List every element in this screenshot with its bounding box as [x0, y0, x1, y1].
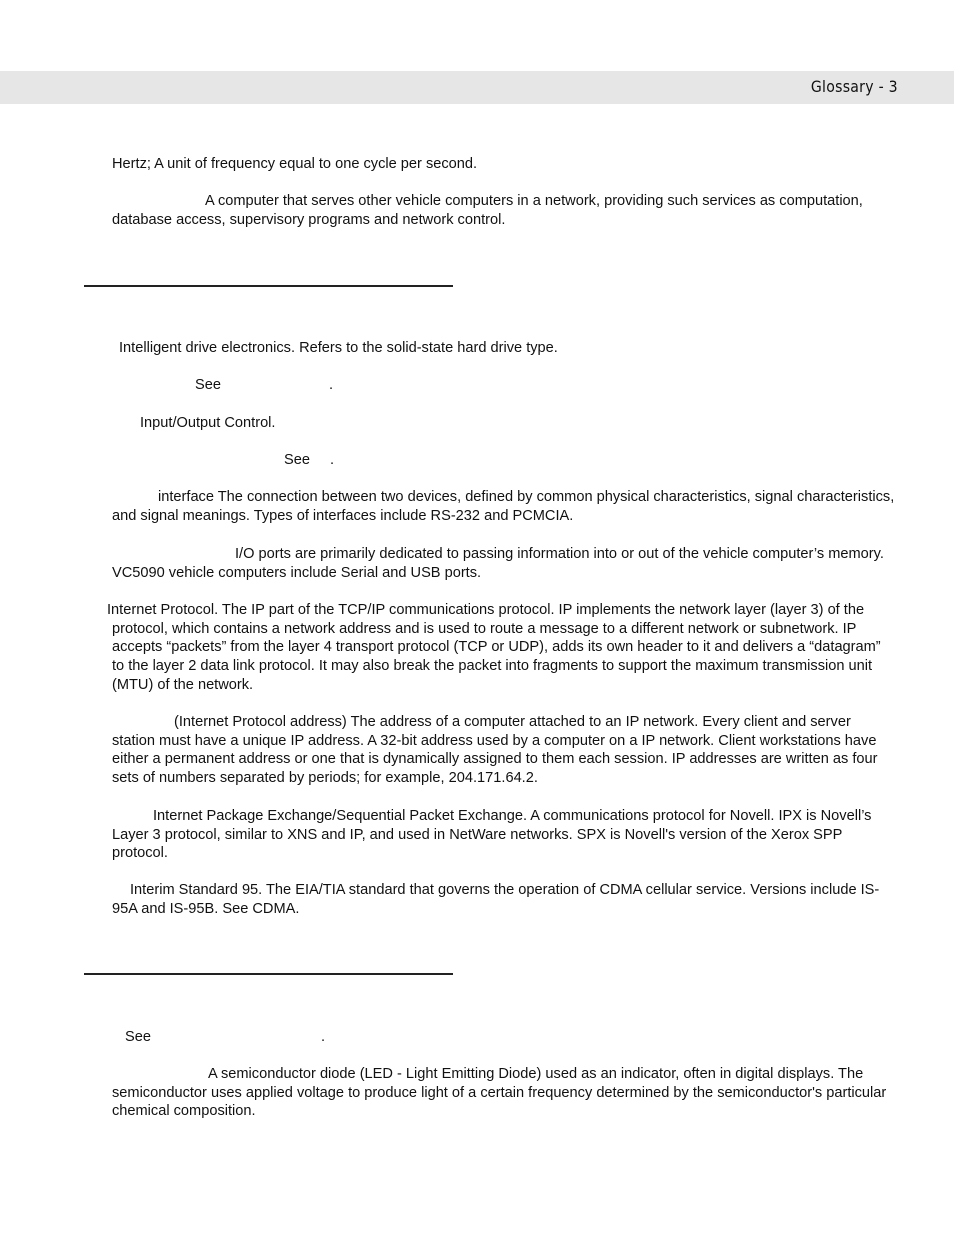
definition-text: I/O ports are primarily dedicated to passing information into or out of the vehicle computer’s memory. VC5090 vehicle computers include Serial and USB ports.	[112, 546, 884, 581]
definition-text: (Internet Protocol address) The address of a computer attached to an IP network. Every client and server station must have a unique IP address. A 32-bit address used by a computer on a IP network. Client workstations have either a permanent address or one that is dynamically assigned to them each session. IP addresses are written as four sets of numbers separated by periods; for example, 204.171.64.2.	[112, 714, 878, 787]
glossary-entry-led	[112, 1065, 896, 1121]
definition-text: Internet Protocol. The IP part of the TCP/IP communications protocol. IP implements the network layer (layer 3) of the protocol, which contains a network address and is used to route a message to a different network or subnetwork. IP accepts “packets” from the layer 4 transport protocol (TCP or UDP), adds its own header to it and delivers a “datagram” to the layer 2 data link protocol. It may also break the packet into fragments to support the maximum transmission unit (MTU) of the network.	[107, 602, 881, 693]
definition-text: Input/Output Control.	[140, 415, 276, 431]
definition-text: Intelligent drive electronics. Refers to the solid-state hard drive type.	[119, 340, 558, 356]
see-text: See	[195, 377, 221, 393]
glossary-entry-is-95	[112, 881, 896, 918]
definition-text: Interim Standard 95. The EIA/TIA standard that governs the operation of CDMA cellular service. Versions include IS-95A and IS-95B. See CDMA.	[112, 882, 880, 917]
definition-text: A semiconductor diode (LED - Light Emitting Diode) used as an indicator, often in digital displays. The semiconductor uses applied voltage to produce light of a certain frequency determined by the semiconductor's particular chemical composition.	[112, 1066, 887, 1120]
glossary-entry-ip-address	[112, 713, 896, 788]
see-suffix: .	[329, 377, 334, 393]
glossary-entry-ip	[107, 601, 896, 695]
definition-text: interface The connection between two devices, defined by common physical characteristics, signal characteristics, and signal meanings. Types of interfaces include RS-232 and PCMCIA.	[112, 489, 895, 524]
see-text: See	[125, 1029, 151, 1045]
definition-text: A computer that serves other vehicle computers in a network, providing such services as computation, database access, supervisory programs and network control.	[112, 193, 863, 228]
section-divider-i	[84, 285, 453, 287]
glossary-entry-see-ref	[112, 451, 896, 470]
see-suffix: .	[330, 452, 335, 468]
running-header	[0, 71, 954, 104]
glossary-entry-interface	[112, 488, 896, 525]
see-suffix: .	[321, 1029, 326, 1045]
glossary-entry-see-ref	[112, 1028, 896, 1047]
glossary-entry-ipx-spx	[112, 807, 896, 863]
glossary-entry-see-ref	[112, 376, 896, 395]
definition-text: Internet Package Exchange/Sequential Packet Exchange. A communications protocol for Novell. IPX is Novell’s Layer 3 protocol, similar to XNS and IP, and used in NetWare networks. SPX is Novell's version of the Xerox SPP protocol.	[112, 808, 872, 862]
section-divider-l	[84, 973, 453, 975]
definition-text: Hertz; A unit of frequency equal to one cycle per second.	[112, 156, 478, 172]
glossary-entry-host-computer	[112, 192, 896, 229]
see-text: See	[284, 452, 310, 468]
glossary-entry-ide	[112, 339, 896, 358]
glossary-entry-io-ports	[112, 545, 896, 582]
glossary-entry-hz	[112, 155, 896, 174]
glossary-entry-ioctl	[112, 414, 896, 433]
page-number-label: Glossary - 3	[810, 77, 898, 96]
